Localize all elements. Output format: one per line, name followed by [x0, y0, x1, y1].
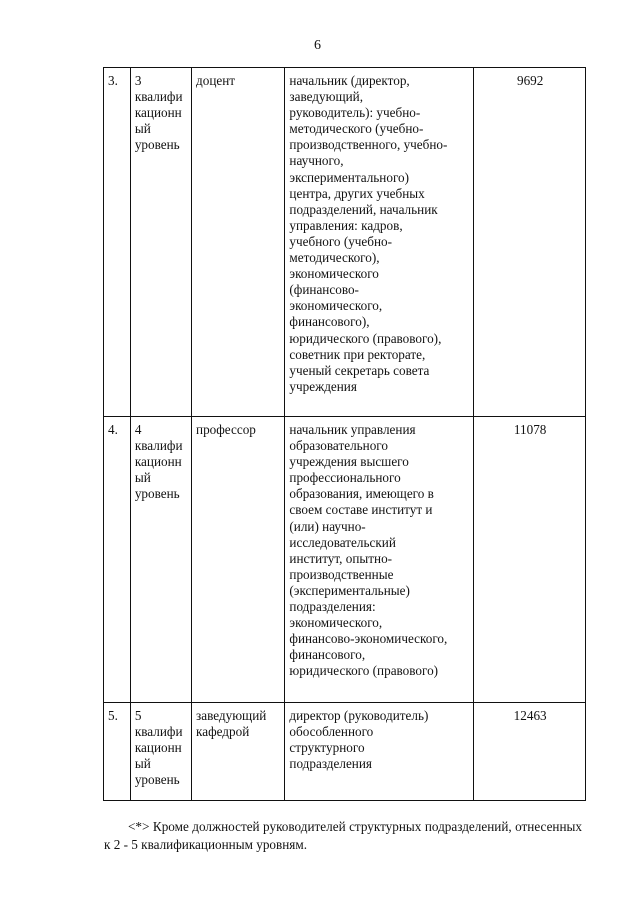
position-title: профессор — [192, 417, 285, 703]
table-row — [104, 703, 586, 801]
salary-value: 12463 — [474, 703, 586, 801]
qualification-level: 3 квалифи кационн ый уровень — [130, 68, 191, 417]
table-row — [104, 417, 586, 703]
salary-value: 11078 — [474, 417, 586, 703]
position-description: начальник управления образовательного учреждения высшего профессионального образования, имеющего в своем составе институт и (или) научно- исследовательский институт, опытно- производственные (экспериментальные) подразделения: экономического, финансово-экономического, финансового, юридического (правового) — [285, 417, 474, 703]
row-number: 4. — [104, 417, 131, 703]
position-title: заведующий кафедрой — [192, 703, 285, 801]
salary-value: 9692 — [474, 68, 586, 417]
qualification-level: 5 квалифи кационн ый уровень — [130, 703, 191, 801]
position-description: директор (руководитель) обособленного структурного подразделения — [285, 703, 474, 801]
position-title: доцент — [192, 68, 285, 417]
position-description: начальник (директор, заведующий, руководитель): учебно- методического (учебно- производственного, учебно- научного, экспериментального) центра, других учебных подразделений, начальник управления: кадров, учебного (учебно- методического), экономического (финансово- экономического, финансового), юридического (правового), советник при ректорате, ученый секретарь совета учреждения — [285, 68, 474, 417]
row-number: 5. — [104, 703, 131, 801]
row-number: 3. — [104, 68, 131, 417]
qualification-level: 4 квалифи кационн ый уровень — [130, 417, 191, 703]
qualification-table — [103, 67, 586, 801]
table-row — [104, 68, 586, 417]
footnote: <*> Кроме должностей руководителей структурных подразделений, отнесенных к 2 - 5 квалификационным уровням. — [104, 819, 582, 852]
page-number: 6 — [314, 38, 321, 53]
